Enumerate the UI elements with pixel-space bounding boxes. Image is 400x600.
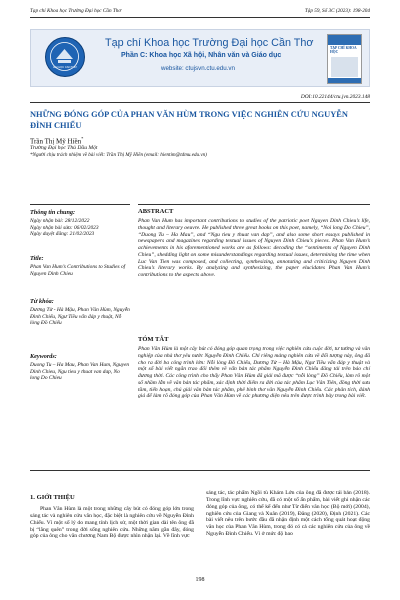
accepted-date: Ngày duyệt đăng: 21/02/2023 xyxy=(30,231,95,238)
abstract-rule xyxy=(138,204,370,205)
doi[interactable]: DOI:10.22144/ctu.jvn.2023.148 xyxy=(300,94,370,100)
received-date: Ngày nhận bài: 28/12/2022 xyxy=(30,217,90,224)
english-title xyxy=(30,256,130,277)
section-heading: 1. GIỚI THIỆU xyxy=(30,494,75,501)
running-head xyxy=(30,8,370,14)
article-info xyxy=(30,210,130,238)
author-name: Trần Thị Mỹ Hiền xyxy=(30,137,82,146)
logo-text: ĐẠI HỌC CẦN THƠ xyxy=(53,66,77,69)
journal-name: Tạp chí Khoa học Trường Đại học Cần Thơ xyxy=(30,8,122,14)
abstract-text: Phan Van Hum has important contributions to studies of the patriotic poet Nguyen Dinh Chieu’s life, thought and literary oeuvre. He published three great books on this poet, namely, “Noi long Do Chieu”, “Duong Tu – Ha Mau”, and “Ngu tieu y thuat van dap”, and also some short essays published in newspapers and magazines regarding textual issues of Nguyen Dinh Chieu’s pieces. Phan Van Hum’s achievements in his aforementioned works are as follows: decoding the “sentiments of Nguyen Dinh Chieu”, shedding light on some misunderstandings regarding textual issues, determining the time when Luc Van Tien was composed, and collecting, synthesizing, annotating and criticizing Nguyen Dinh Chieu’s literary works. By analyzing and synthesizing, the paper elucidates Phan Van Hum’s contributions to the aspects above. xyxy=(138,218,370,278)
header-rule xyxy=(30,17,370,18)
author xyxy=(30,136,83,145)
tomtat-text: Phan Văn Hùm là một cây bút có đóng góp quan trọng trong việc nghiên cứu cuộc đời, tư tưởng và văn nghiệp của nhà thơ yêu nước Nguyễn Đình Chiểu. Chỉ riêng mảng nghiên cứu về đối tượng này, ông đã cho ra đời ba công trình lớn: Nỗi lòng Đồ Chiểu, Dương Từ – Hà Mậu, Ngư Tiều vấn đáp y thuật và một số bài viết ngắn trao đổi thêm về vấn bản tác phẩm Nguyễn Đình Chiểu đăng tải trên báo chí đương thời. Các công trình cho thấy Phan Văn Hùm đã giải mã được “nỗi lòng” Đồ Chiểu, làm rõ một số nhầm lẫn về văn bản tác phẩm, xác định thời điểm ra đời của tác phẩm Lục Vân Tiên, đồng thời sưu tầm, tiến hoạn, chú giải văn bản tác phẩm, phê bình thơ văn Nguyễn Đình Chiểu. Các phân tích, đánh giá để làm rõ đóng góp của Phan Văn Hùm về các phương diện nêu trên được trình bày trong bài viết. xyxy=(138,346,370,400)
intro-right-column: sáng tác, tác phẩm Ngồi tù Khám Lớn của ông đã được tái bản (2018). Trong lĩnh vực nghiên cứu, đã có một số ấn phẩm, bài viết ghi nhận các đóng góp của ông, có thể kể đến như Từ điển văn học (Bộ mới) (2004), nghiên cứu của Giang và Xuân (2019), Đăng (2020), Định (2021). Các bài viết nêu trên bước đầu đã nhận định một cách tổng quát hoạt động văn học của Phan Văn Hùm, trong đó có cả các nghiên cứu của ông về Nguyễn Đình Chiểu. Vì ở mức độ bao xyxy=(206,490,370,538)
page-number: 198 xyxy=(195,577,205,583)
keywords-vi xyxy=(30,299,130,327)
university-logo xyxy=(45,37,85,77)
title-en-heading: Title: xyxy=(30,255,44,262)
journal-cover-thumbnail xyxy=(327,34,362,84)
revised-date: Ngày nhận bài sửa: 06/02/2023 xyxy=(30,224,99,231)
journal-banner xyxy=(30,29,370,87)
doi-rule xyxy=(30,102,370,103)
banner-title: Tạp chí Khoa học Trường Đại học Cần Thơ xyxy=(105,37,314,49)
tomtat-heading: TÓM TẮT xyxy=(138,336,169,343)
info-heading: Thông tin chung: xyxy=(30,209,76,216)
abstract-heading: ABSTRACT xyxy=(138,208,174,215)
keywords-en-text: Duong Tu – Ha Mau, Phan Van Hum, Nguyen Dinh Chieu, Ngu tieu y thuat van dap, No long Do Chieu xyxy=(30,361,130,382)
keywords-vi-text: Dương Từ - Hà Mậu, Phan Văn Hùm, Nguyễn Đình Chiểu, Ngư Tiều vấn đáp y thuật, Nỗ lòng Đồ Chiểu xyxy=(30,306,130,327)
keywords-vi-heading: Từ khóa: xyxy=(30,298,54,305)
info-rule xyxy=(30,204,130,205)
intro-left-column: Phan Văn Hùm là một trong những cây bút có đóng góp lớn trong sáng tác và nghiên cứu văn học, đặc biệt là nghiên cứu về Nguyễn Đình Chiểu. Vì một số lý do mang tính lịch sử, một thời gian dài tên ông đã bị “lãng quên” trong đời sống nghiên cứu. Những năm gần đây, đóng góp của ông cho văn chương Nam Bộ được nhìn nhận lại. Về lĩnh vực xyxy=(30,506,194,540)
article-title: NHỮNG ĐÓNG GÓP CỦA PHAN VĂN HÙM TRONG VIỆC NGHIÊN CỨU NGUYỄN ĐÌNH CHIỂU xyxy=(30,110,348,130)
keywords-en xyxy=(30,354,130,382)
author-mark: * xyxy=(81,136,84,141)
banner-subtitle: Phần C: Khoa học Xã hội, Nhân văn và Giáo dục xyxy=(121,52,282,59)
affiliation: Trường Đại học Thủ Dầu Một xyxy=(30,145,98,151)
keywords-en-heading: Keywords: xyxy=(30,353,57,360)
title-en-text: Phan Van Hum’s Contributions to Studies of Nguyen Dinh Chieu xyxy=(30,263,126,277)
section-rule xyxy=(30,470,370,471)
corresponding-author: *Người chịu trách nhiệm về bài viết: Trần Thị Mỹ Hiền (email: hientim@tdmu.edu.vn) xyxy=(30,152,207,158)
cover-title: TẠP CHÍ KHOA HỌC xyxy=(330,46,357,54)
banner-website[interactable]: website: ctujsvn.ctu.edu.vn xyxy=(161,65,235,72)
volume-info: Tập 59, Số 3C (2023): 198-204 xyxy=(304,8,370,14)
